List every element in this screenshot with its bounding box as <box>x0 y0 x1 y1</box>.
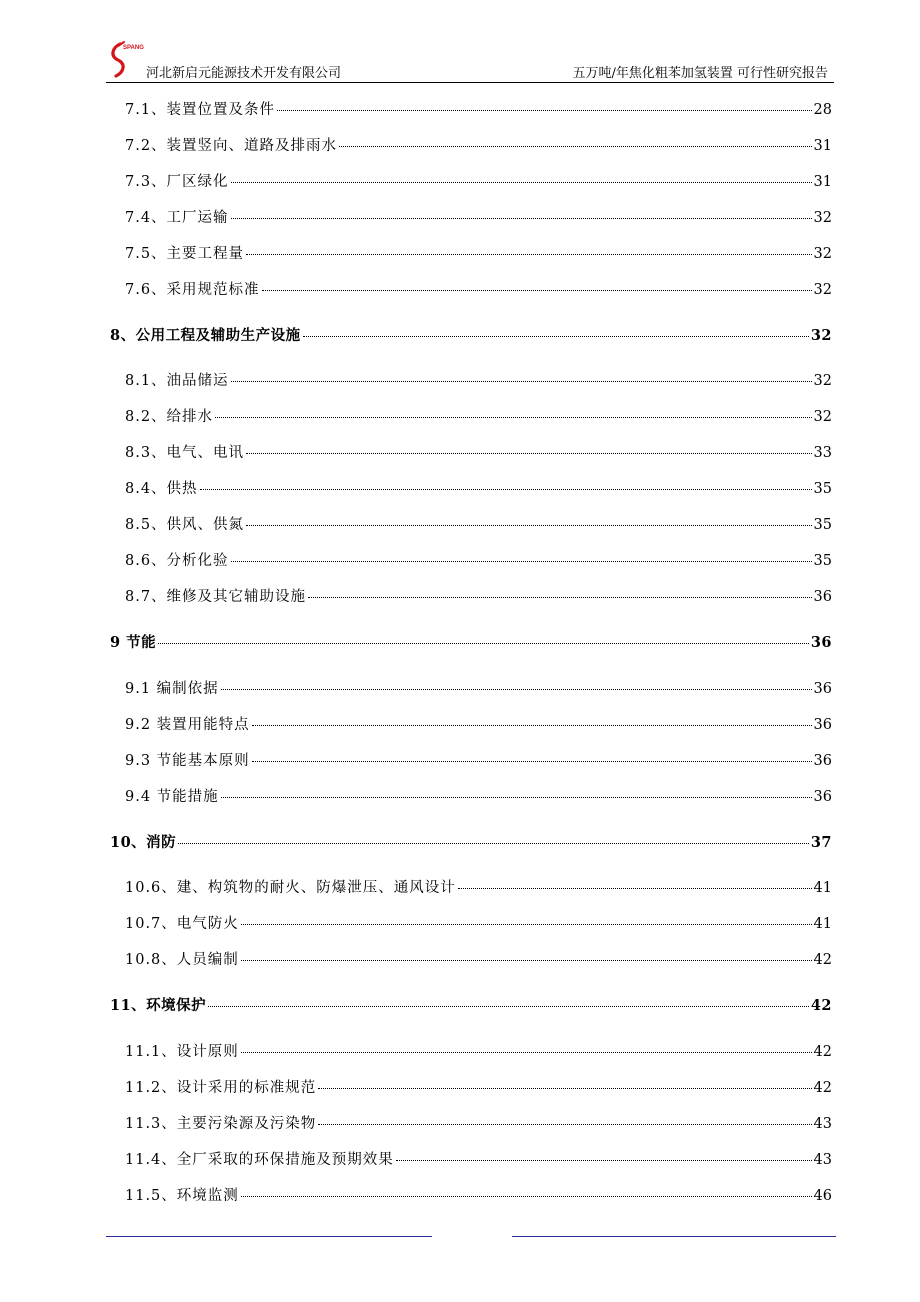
toc-page-number: 36 <box>813 681 832 697</box>
toc-dot-leader <box>208 1006 809 1007</box>
toc-entry-label: 8、公用工程及辅助生产设施 <box>110 327 301 344</box>
toc-entry-label: 7.2、装置竖向、道路及排雨水 <box>125 138 338 154</box>
toc-entry-label: 11.5、环境监测 <box>125 1188 239 1204</box>
toc-section-entry[interactable] <box>125 369 832 391</box>
toc-entry-label: 8.7、维修及其它辅助设施 <box>125 589 307 605</box>
report-title: 五万吨/年焦化粗苯加氢装置 可行性研究报告 <box>572 66 828 81</box>
toc-entry-label: 8.4、供热 <box>125 481 198 497</box>
toc-section-entry[interactable] <box>125 1184 832 1206</box>
toc-section-entry[interactable] <box>125 549 832 571</box>
toc-dot-leader <box>241 1196 812 1197</box>
toc-section-entry[interactable] <box>125 242 832 264</box>
toc-dot-leader <box>231 182 812 183</box>
toc-section-entry[interactable] <box>125 405 832 427</box>
toc-page-number: 32 <box>813 282 832 298</box>
toc-page-number: 31 <box>813 174 832 190</box>
toc-dot-leader <box>308 597 811 598</box>
toc-entry-label: 8.2、给排水 <box>125 409 214 425</box>
toc-page-number: 32 <box>810 327 832 344</box>
toc-section-entry[interactable] <box>125 912 832 934</box>
toc-page-number: 43 <box>813 1116 832 1132</box>
toc-section-entry[interactable] <box>125 170 832 192</box>
toc-entry-label: 10、消防 <box>110 834 177 851</box>
toc-entry-label: 8.5、供风、供氮 <box>125 517 245 533</box>
toc-dot-leader <box>221 689 812 690</box>
toc-section-entry[interactable] <box>125 513 832 535</box>
toc-dot-leader <box>262 290 812 291</box>
toc-dot-leader <box>396 1160 812 1161</box>
toc-section-entry[interactable] <box>125 948 832 970</box>
header-divider <box>106 82 834 83</box>
toc-dot-leader <box>200 489 812 490</box>
toc-entry-label: 11、环境保护 <box>110 997 207 1014</box>
toc-section-entry[interactable] <box>125 441 832 463</box>
toc-page-number: 36 <box>810 634 832 651</box>
toc-entry-label: 9 节能 <box>110 634 157 651</box>
toc-entry-label: 10.6、建、构筑物的耐火、防爆泄压、通风设计 <box>125 880 456 896</box>
toc-section-entry[interactable] <box>125 1076 832 1098</box>
toc-entry-label: 11.1、设计原则 <box>125 1044 239 1060</box>
toc-section-entry[interactable] <box>125 749 832 771</box>
toc-page-number: 37 <box>810 834 832 851</box>
toc-dot-leader <box>318 1088 811 1089</box>
toc-entry-label: 9.2 装置用能特点 <box>125 717 250 733</box>
toc-page-number: 41 <box>813 916 832 932</box>
toc-page-number: 31 <box>813 138 832 154</box>
toc-entry-label: 10.8、人员编制 <box>125 952 239 968</box>
toc-entry-label: 9.4 节能措施 <box>125 789 219 805</box>
toc-section-entry[interactable] <box>125 134 832 156</box>
toc-chapter-entry[interactable] <box>110 831 832 853</box>
toc-dot-leader <box>241 960 812 961</box>
toc-dot-leader <box>158 643 809 644</box>
toc-entry-label: 8.6、分析化验 <box>125 553 229 569</box>
footer-divider-right <box>512 1236 836 1237</box>
toc-page-number: 32 <box>813 246 832 262</box>
toc-dot-leader <box>221 797 812 798</box>
toc-dot-leader <box>215 417 811 418</box>
toc-entry-label: 9.3 节能基本原则 <box>125 753 250 769</box>
toc-dot-leader <box>252 761 812 762</box>
toc-dot-leader <box>231 218 812 219</box>
toc-entry-label: 8.1、油品储运 <box>125 373 229 389</box>
toc-page-number: 36 <box>813 589 832 605</box>
toc-section-entry[interactable] <box>125 585 832 607</box>
toc-chapter-entry[interactable] <box>110 631 832 653</box>
toc-section-entry[interactable] <box>125 1040 832 1062</box>
toc-entry-label: 11.2、设计采用的标准规范 <box>125 1080 317 1096</box>
toc-dot-leader <box>246 525 811 526</box>
toc-section-entry[interactable] <box>125 876 832 898</box>
toc-page-number: 32 <box>813 373 832 389</box>
toc-page-number: 35 <box>813 481 832 497</box>
toc-page-number: 42 <box>810 997 832 1014</box>
toc-dot-leader <box>303 336 809 337</box>
toc-dot-leader <box>241 1052 812 1053</box>
company-logo <box>106 40 146 80</box>
toc-dot-leader <box>318 1124 811 1125</box>
page-header <box>106 40 834 82</box>
toc-dot-leader <box>231 561 812 562</box>
toc-section-entry[interactable] <box>125 98 832 120</box>
company-name: 河北新启元能源技术开发有限公司 <box>146 66 342 81</box>
toc-section-entry[interactable] <box>125 477 832 499</box>
toc-dot-leader <box>458 888 812 889</box>
toc-section-entry[interactable] <box>125 1148 832 1170</box>
toc-page-number: 28 <box>813 102 832 118</box>
toc-entry-label: 7.1、装置位置及条件 <box>125 102 276 118</box>
toc-entry-label: 11.4、全厂采取的环保措施及预期效果 <box>125 1152 394 1168</box>
toc-entry-label: 7.5、主要工程量 <box>125 246 245 262</box>
toc-dot-leader <box>277 110 811 111</box>
toc-section-entry[interactable] <box>125 206 832 228</box>
toc-page-number: 32 <box>813 409 832 425</box>
toc-page-number: 42 <box>813 1044 832 1060</box>
footer-divider-left <box>106 1236 432 1237</box>
toc-dot-leader <box>231 381 812 382</box>
toc-page-number: 35 <box>813 553 832 569</box>
toc-entry-label: 8.3、电气、电讯 <box>125 445 245 461</box>
toc-section-entry[interactable] <box>125 713 832 735</box>
toc-section-entry[interactable] <box>125 1112 832 1134</box>
toc-dot-leader <box>252 725 812 726</box>
toc-entry-label: 9.1 编制依据 <box>125 681 219 697</box>
toc-dot-leader <box>246 453 811 454</box>
toc-entry-label: 7.4、工厂运输 <box>125 210 229 226</box>
toc-page-number: 42 <box>813 952 832 968</box>
toc-entry-label: 10.7、电气防火 <box>125 916 239 932</box>
toc-page-number: 36 <box>813 753 832 769</box>
toc-section-entry[interactable] <box>125 677 832 699</box>
toc-page-number: 36 <box>813 789 832 805</box>
toc-dot-leader <box>178 843 809 844</box>
toc-page-number: 46 <box>813 1188 832 1204</box>
toc-page-number: 33 <box>813 445 832 461</box>
toc-page-number: 42 <box>813 1080 832 1096</box>
toc-entry-label: 7.3、厂区绿化 <box>125 174 229 190</box>
toc-page-number: 41 <box>813 880 832 896</box>
toc-section-entry[interactable] <box>125 785 832 807</box>
toc-page-number: 32 <box>813 210 832 226</box>
toc-chapter-entry[interactable] <box>110 994 832 1016</box>
toc-entry-label: 7.6、采用规范标准 <box>125 282 260 298</box>
logo-text: SPANG <box>123 45 144 51</box>
toc-dot-leader <box>241 924 812 925</box>
toc-chapter-entry[interactable] <box>110 324 832 346</box>
toc-dot-leader <box>339 146 811 147</box>
toc-page-number: 36 <box>813 717 832 733</box>
toc-section-entry[interactable] <box>125 278 832 300</box>
toc-dot-leader <box>246 254 811 255</box>
toc-page-number: 35 <box>813 517 832 533</box>
toc-entry-label: 11.3、主要污染源及污染物 <box>125 1116 317 1132</box>
toc-page-number: 43 <box>813 1152 832 1168</box>
